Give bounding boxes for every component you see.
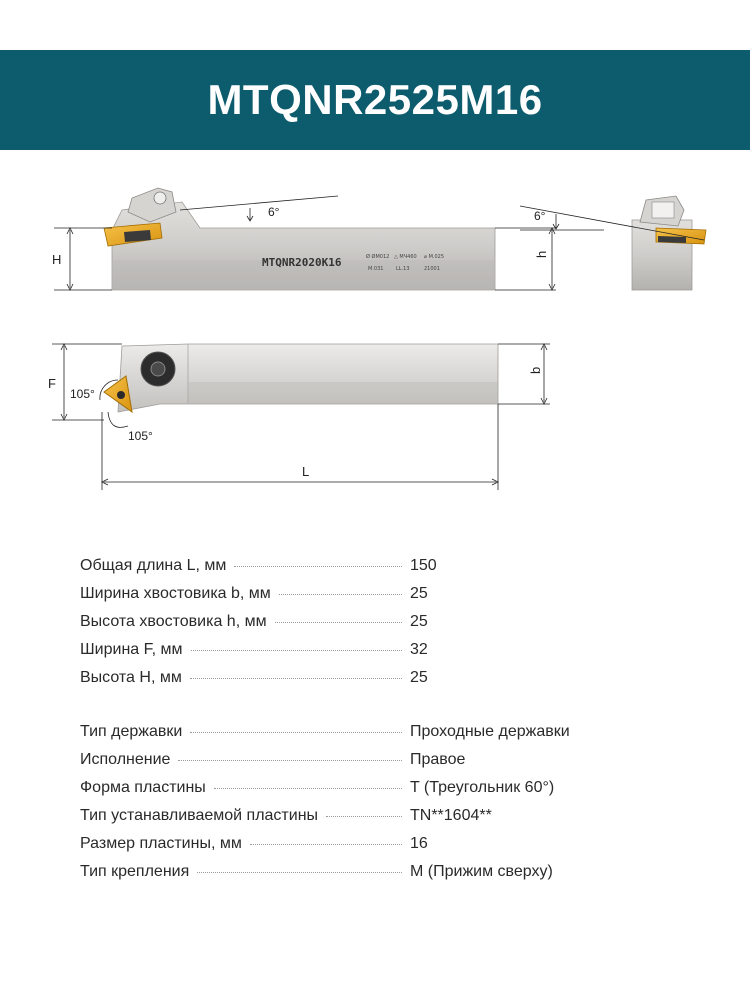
leader-dots	[214, 788, 402, 789]
angle-1-label: 105°	[70, 387, 95, 401]
dim-h-label: h	[534, 250, 549, 258]
spec-label: Общая длина L, мм	[80, 557, 227, 574]
drawing-svg	[0, 150, 750, 530]
spec-value: 32	[410, 641, 428, 658]
spec-row	[80, 669, 660, 697]
angle-arc-2	[108, 412, 128, 427]
spec-row	[80, 779, 660, 807]
spec-value: T (Треугольник 60°)	[410, 779, 555, 796]
spec-value: 25	[410, 585, 428, 602]
spec-value: TN**1604**	[410, 807, 492, 824]
side-view	[52, 188, 556, 290]
spec-label: Высота хвостовика h, мм	[80, 613, 267, 630]
spec-table-dimensions	[80, 557, 660, 697]
spec-row	[80, 613, 660, 641]
technical-drawing	[0, 150, 750, 530]
spec-value: 25	[410, 613, 428, 630]
clamp-end-face	[652, 202, 674, 218]
spec-label: Размер пластины, мм	[80, 835, 242, 852]
title-banner	[0, 50, 750, 150]
spec-row	[80, 585, 660, 613]
spec-value: Правое	[410, 751, 466, 768]
leader-dots	[190, 732, 402, 733]
leader-dots	[326, 816, 402, 817]
angle-top-label: 6°	[268, 205, 280, 219]
insert-side-dark	[124, 230, 151, 242]
leader-dots	[190, 678, 402, 679]
dim-H-label: H	[52, 252, 62, 267]
spec-label: Тип державки	[80, 723, 183, 740]
angle-2-label: 105°	[128, 429, 153, 443]
spec-value: Проходные державки	[410, 723, 570, 740]
spec-row	[80, 557, 660, 585]
spec-label: Тип крепления	[80, 863, 190, 880]
holder-plan-shade	[188, 382, 498, 404]
leader-dots	[191, 650, 402, 651]
spec-value: M (Прижим сверху)	[410, 863, 553, 880]
spec-value: 150	[410, 557, 437, 574]
spec-row	[80, 835, 660, 863]
leader-dots	[275, 622, 402, 623]
clamp-screw	[154, 192, 166, 204]
spec-label: Высота H, мм	[80, 669, 182, 686]
insert-plan-hole	[117, 391, 125, 399]
leader-dots	[279, 594, 402, 595]
end-view	[520, 196, 706, 290]
spec-table-properties	[80, 723, 660, 891]
spec-label: Исполнение	[80, 751, 171, 768]
spec-row	[80, 641, 660, 669]
spec-row	[80, 807, 660, 835]
clamp-plan-screw	[151, 362, 165, 376]
engraving-small: △ МЧ460	[394, 254, 417, 260]
leader-dots	[197, 872, 402, 873]
spec-value: 25	[410, 669, 428, 686]
engraving-small: LL.13	[396, 266, 410, 272]
angle-line-top	[180, 196, 338, 210]
spec-label: Тип устанавливаемой пластины	[80, 807, 319, 824]
engraving-small: М.031	[368, 266, 384, 272]
spec-row	[80, 863, 660, 891]
spec-label: Ширина F, мм	[80, 641, 183, 658]
spec-row	[80, 723, 660, 751]
spec-label: Ширина хвостовика b, мм	[80, 585, 271, 602]
spec-value: 16	[410, 835, 428, 852]
page-title: MTQNR2525M16	[207, 76, 543, 123]
dim-b-label: b	[528, 366, 543, 374]
leader-dots	[178, 760, 402, 761]
engraving-small: Ø ØМ012	[366, 254, 390, 260]
engraving-text: MTQNR2020K16	[262, 256, 342, 269]
engraving-small: ⌀ М.025	[424, 254, 445, 260]
leader-dots	[234, 566, 402, 567]
spec-label: Форма пластины	[80, 779, 206, 796]
plan-view	[48, 344, 550, 490]
dim-L-label: L	[302, 464, 310, 479]
leader-dots	[250, 844, 402, 845]
engraving-small: 21001	[424, 266, 440, 272]
spec-row	[80, 751, 660, 779]
angle-side-label: 6°	[534, 209, 546, 223]
dim-F-label: F	[48, 376, 56, 391]
insert-end-dark	[658, 236, 686, 243]
